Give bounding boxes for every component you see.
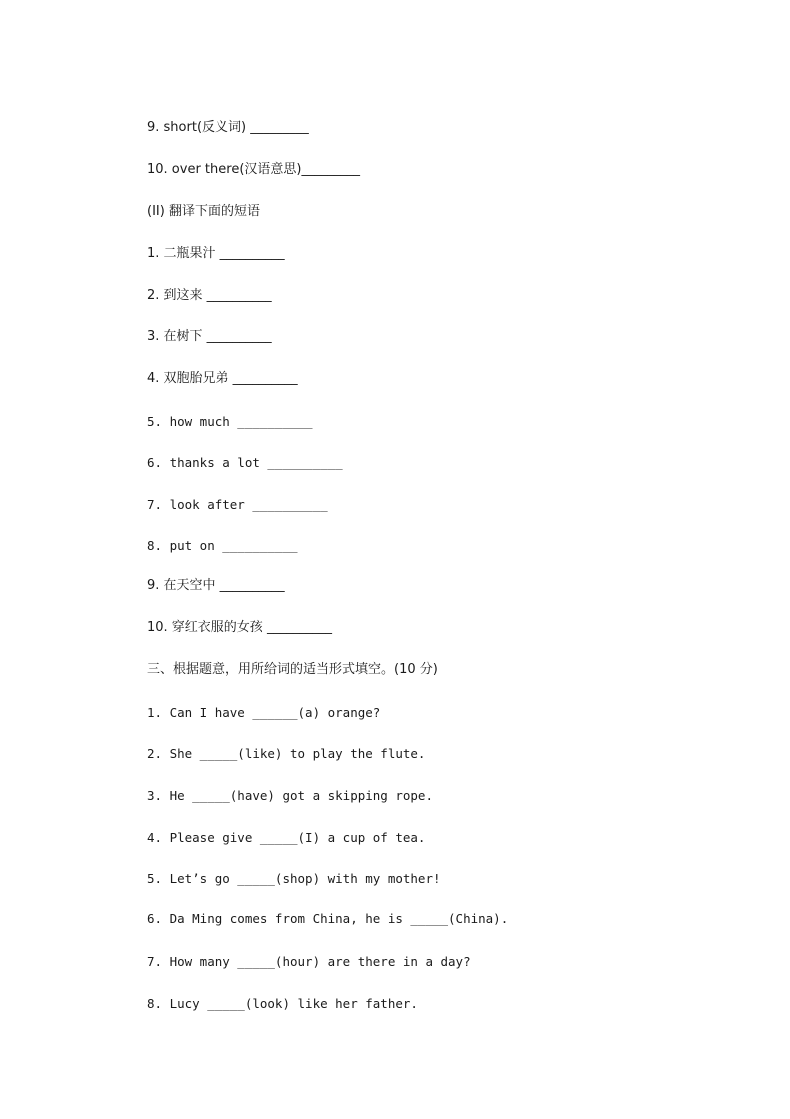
- translate-item-6: 6. thanks a lot __________: [147, 455, 343, 470]
- fill-item-4: 4. Please give _____(I) a cup of tea.: [147, 830, 426, 845]
- fill-item-1: 1. Can I have ______(a) orange?: [147, 705, 381, 720]
- fill-item-7: 7. How many _____(hour) are there in a day?: [147, 954, 471, 969]
- translate-item-5: 5. how much __________: [147, 414, 313, 429]
- question-9-antonym: 9. short(反义词) _________: [147, 120, 309, 135]
- fill-item-8: 8. Lucy _____(look) like her father.: [147, 996, 418, 1011]
- translate-item-3: 3. 在树下 __________: [147, 329, 272, 344]
- fill-item-3: 3. He _____(have) got a skipping rope.: [147, 788, 433, 803]
- translate-item-2: 2. 到这来 __________: [147, 288, 272, 303]
- translate-item-7: 7. look after __________: [147, 497, 328, 512]
- translate-item-8: 8. put on __________: [147, 538, 298, 553]
- fill-item-2: 2. She _____(like) to play the flute.: [147, 746, 426, 761]
- fill-item-6: 6. Da Ming comes from China, he is _____(China).: [147, 911, 509, 926]
- translate-item-9: 9. 在天空中 __________: [147, 578, 285, 593]
- section-iii-heading: 三、根据题意，用所给词的适当形式填空。(10 分): [147, 662, 438, 677]
- fill-item-5: 5. Let’s go _____(shop) with my mother!: [147, 871, 441, 886]
- translate-item-10: 10. 穿红衣服的女孩 __________: [147, 620, 332, 635]
- translate-item-1: 1. 二瓶果汁 __________: [147, 246, 285, 261]
- question-10-meaning: 10. over there(汉语意思)_________: [147, 162, 360, 177]
- section-ii-heading: (II) 翻译下面的短语: [147, 204, 260, 219]
- translate-item-4: 4. 双胞胎兄弟 __________: [147, 371, 298, 386]
